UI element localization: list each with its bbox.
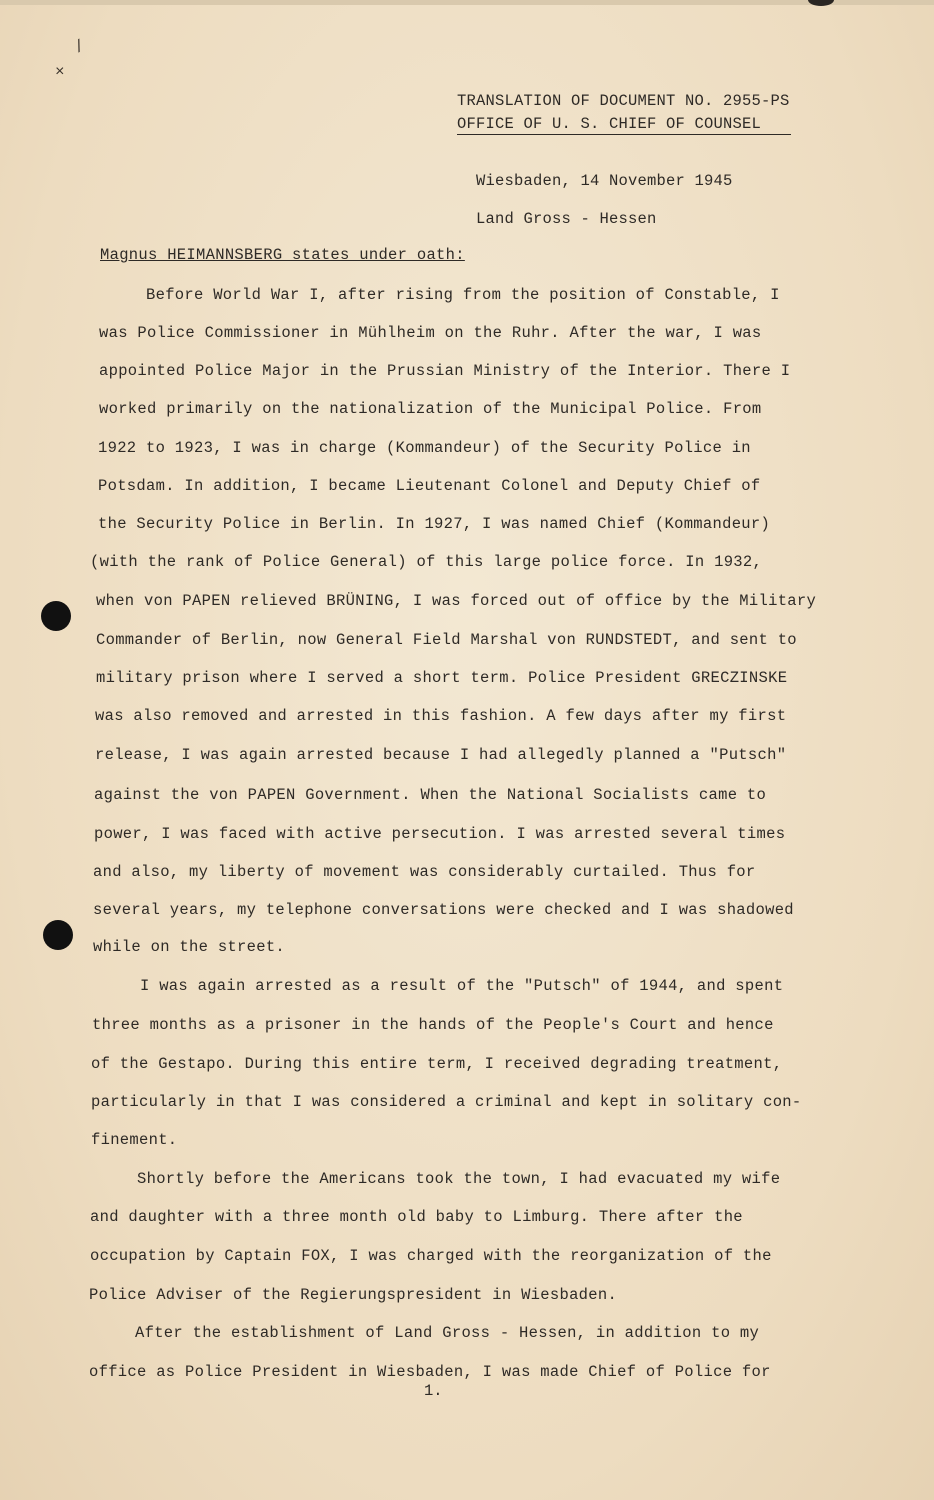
body-line: while on the street. [93, 938, 286, 956]
body-line: office as Police President in Wiesbaden, I was made Chief of Police for [89, 1363, 771, 1381]
place-line: Land Gross - Hessen [476, 210, 657, 228]
body-line: when von PAPEN relieved BRÜNING, I was forced out of office by the Military [96, 592, 817, 610]
body-line: was Police Commissioner in Mühlheim on the Ruhr. After the war, I was [99, 324, 762, 342]
pencil-mark: × [55, 63, 65, 81]
body-line: and daughter with a three month old baby to Limburg. There after the [90, 1208, 743, 1226]
body-line: release, I was again arrested because I had allegedly planned a "Putsch" [95, 746, 787, 764]
body-line: 1922 to 1923, I was in charge (Kommandeur) of the Security Police in [98, 439, 751, 457]
body-line: finement. [91, 1131, 178, 1149]
body-line: I was again arrested as a result of the "Putsch" of 1944, and spent [140, 977, 784, 995]
body-line: several years, my telephone conversations were checked and I was shadowed [93, 901, 794, 919]
body-line: Police Adviser of the Regierungspresident in Wiesbaden. [89, 1286, 618, 1304]
body-line: three months as a prisoner in the hands of the People's Court and hence [92, 1016, 774, 1034]
ink-blot [808, 0, 834, 6]
page-top-edge [0, 0, 934, 5]
punch-hole [43, 920, 73, 950]
body-line: Commander of Berlin, now General Field Marshal von RUNDSTEDT, and sent to [96, 631, 797, 649]
body-line: was also removed and arrested in this fashion. A few days after my first [95, 707, 787, 725]
body-line: (with the rank of Police General) of this large police force. In 1932, [90, 553, 763, 571]
body-line: occupation by Captain FOX, I was charged with the reorganization of the [90, 1247, 772, 1265]
pencil-mark: / [71, 36, 89, 58]
office-line: OFFICE OF U. S. CHIEF OF COUNSEL [457, 115, 791, 135]
body-line: Potsdam. In addition, I became Lieutenant Colonel and Deputy Chief of [98, 477, 761, 495]
statement-heading: Magnus HEIMANNSBERG states under oath: [100, 246, 465, 264]
body-line: Shortly before the Americans took the town, I had evacuated my wife [137, 1170, 781, 1188]
body-line: the Security Police in Berlin. In 1927, I was named Chief (Kommandeur) [98, 515, 771, 533]
body-line: appointed Police Major in the Prussian Ministry of the Interior. There I [99, 362, 791, 380]
body-line: After the establishment of Land Gross - Hessen, in addition to my [135, 1324, 760, 1342]
page-number: 1. [424, 1382, 443, 1400]
body-line: and also, my liberty of movement was considerably curtailed. Thus for [93, 863, 756, 881]
body-line: Before World War I, after rising from the position of Constable, I [146, 286, 780, 304]
document-title: TRANSLATION OF DOCUMENT NO. 2955-PS [457, 92, 790, 110]
body-line: power, I was faced with active persecution. I was arrested several times [94, 825, 786, 843]
body-line: worked primarily on the nationalization of the Municipal Police. From [99, 400, 762, 418]
date-line: Wiesbaden, 14 November 1945 [476, 172, 733, 190]
punch-hole [41, 601, 71, 631]
body-line: of the Gestapo. During this entire term, I received degrading treatment, [91, 1055, 783, 1073]
body-line: particularly in that I was considered a criminal and kept in solitary con- [91, 1093, 802, 1111]
body-line: against the von PAPEN Government. When the National Socialists came to [94, 786, 767, 804]
body-line: military prison where I served a short term. Police President GRECZINSKE [96, 669, 788, 687]
